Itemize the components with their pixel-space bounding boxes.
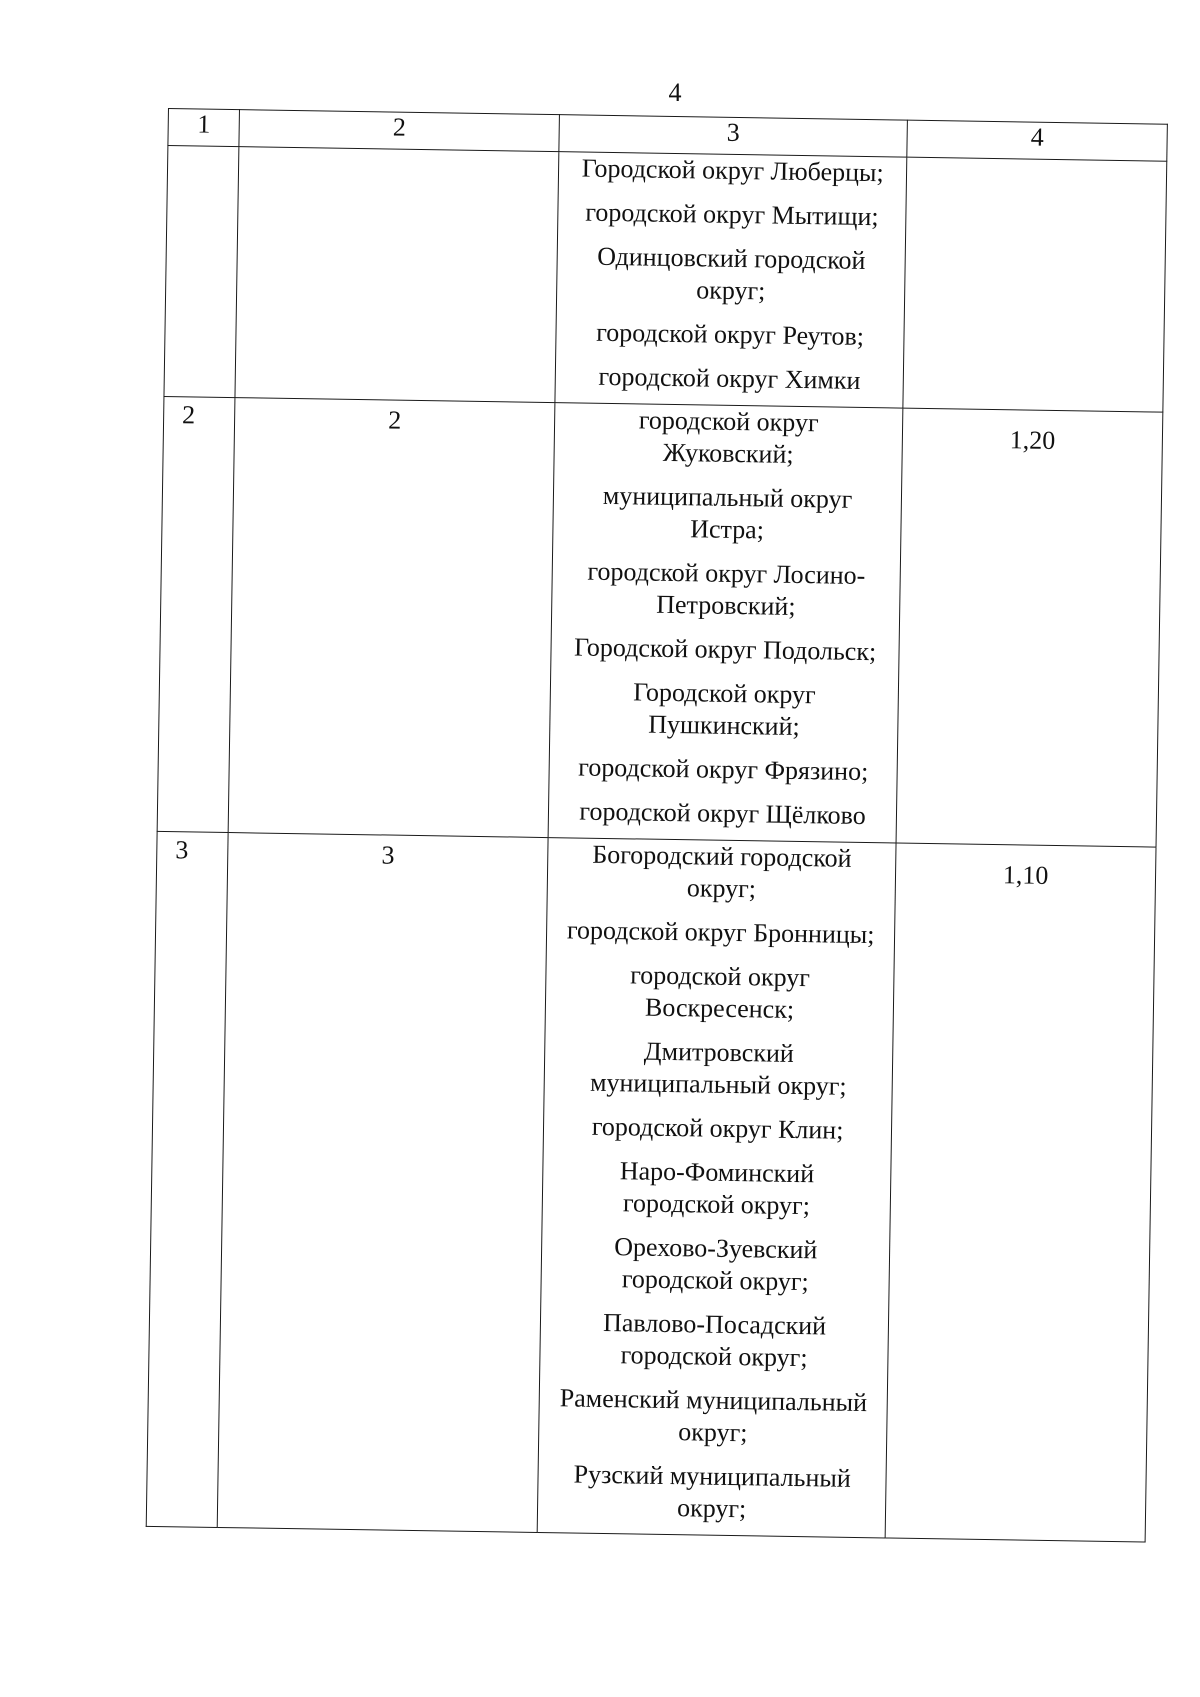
municipality-item: Городской округ Подольск; [573,632,877,667]
municipality-item: городской округ Реутов; [596,317,865,351]
municipality-item: городской округ Воскресенск; [629,960,811,1024]
coefficient-cell: 1,10 [885,843,1156,1542]
header-col-4: 4 [907,120,1167,161]
municipalities-cell [537,838,896,1538]
header-col-1: 1 [168,109,240,147]
municipality-item: Орехово-Зуевский городской округ; [614,1232,818,1297]
row-number-cell: 2 [157,396,235,832]
municipality-item: Одинцовский городской округ; [596,241,866,306]
header-col-2: 2 [239,110,559,152]
table-row [157,396,1163,847]
row-number-cell [164,146,239,398]
municipality-item: Городской округ Пушкинский; [633,677,816,741]
municipalities-cell [555,152,907,408]
municipality-item: Наро-Фоминский городской округ; [619,1156,815,1221]
table-row [146,831,1156,1542]
municipality-item: городской округ Химки [598,361,861,395]
municipality-item: Богородский городской округ; [592,839,852,904]
municipality-item: городской округ Фрязино; [578,752,869,787]
zone-number-cell: 3 [218,833,549,1533]
municipality-item: городской округ Бронницы; [566,915,875,950]
header-col-3: 3 [559,115,908,157]
municipality-item: городской округ Клин; [591,1111,844,1145]
municipality-item: городской округ Жуковский; [638,405,819,469]
municipality-item: муниципальный округ Истра; [602,480,853,545]
municipality-item: Павлово-Посадский городской округ; [602,1307,827,1373]
municipality-item: Рузский муниципальный округ; [573,1459,851,1524]
municipality-item: городской округ Мытищи; [585,197,879,232]
municipality-item: Городской округ Люберцы; [581,153,884,188]
municipality-item: городской округ Лосино- Петровский; [587,556,866,621]
row-number-cell: 3 [146,831,228,1527]
zone-number-cell [235,147,559,403]
zones-table [146,108,1168,1543]
municipalities-cell [548,403,903,843]
coefficient-cell: 1,20 [896,408,1163,847]
municipality-item: городской округ Щёлково [579,796,867,831]
zone-number-cell: 2 [228,398,555,838]
municipality-item: Дмитровский муниципальный округ; [589,1036,847,1101]
table-row [164,146,1167,413]
page-number: 4 [668,78,682,107]
coefficient-cell [903,157,1167,412]
municipality-item: Раменский муниципальный округ; [559,1383,868,1448]
